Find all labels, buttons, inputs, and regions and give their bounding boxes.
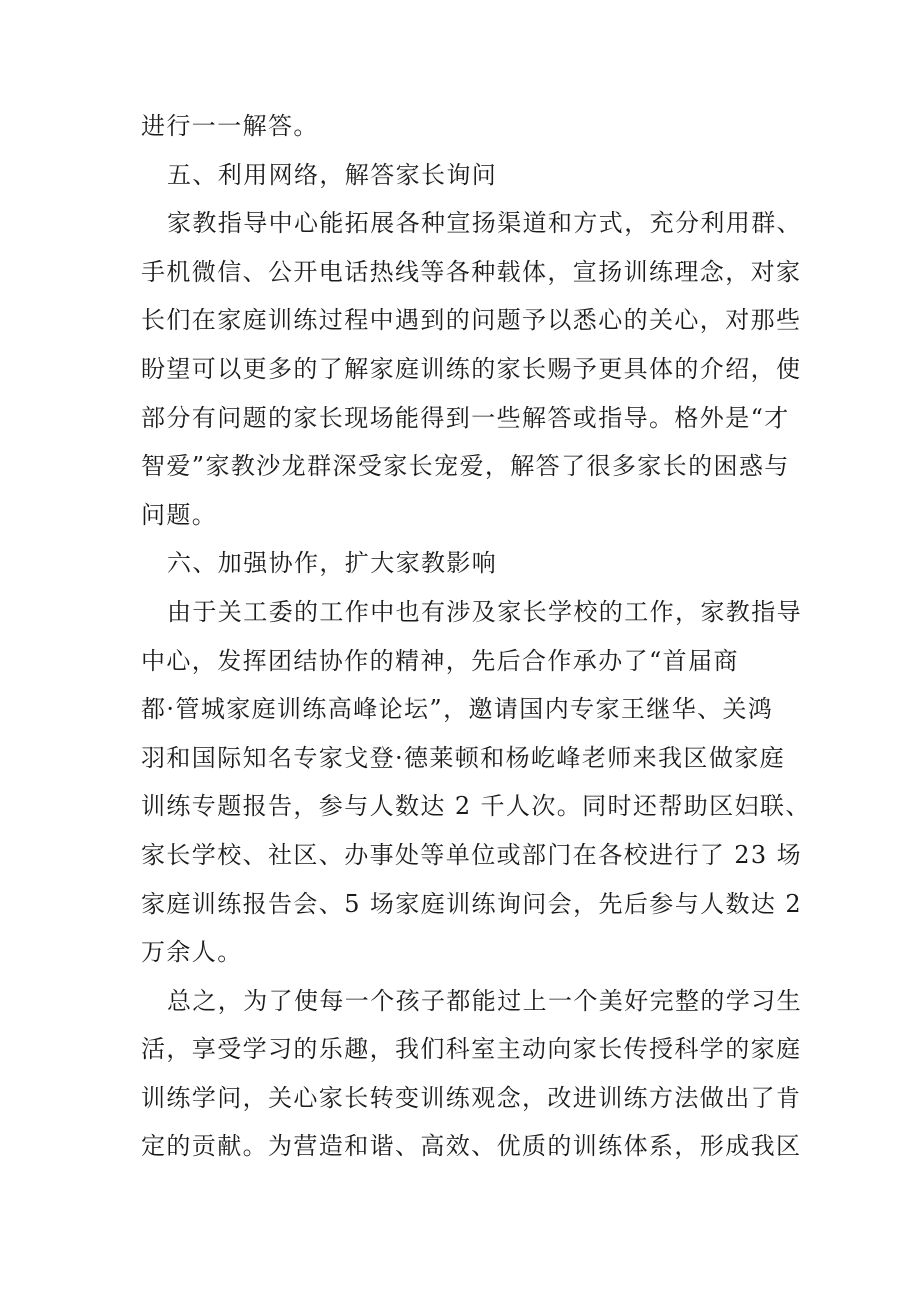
text-line-5: 长们在家庭训练过程中遇到的问题予以悉心的关心，对那些	[141, 306, 802, 335]
text-line-16: 家长学校、社区、办事处等单位或部门在各校进行了 23 场	[141, 840, 802, 869]
text-line-18: 万余人。	[141, 938, 243, 967]
text-line-15: 训练专题报告，参与人数达 2 千人次。同时还帮助区妇联、	[141, 792, 811, 821]
text-line-3: 家教指导中心能拓展各种宣扬渠道和方式，充分利用群、	[167, 209, 802, 238]
text-line-6: 盼望可以更多的了解家庭训练的家长赐予更具体的介绍，使	[141, 354, 802, 383]
text-line-8: 智爱”家教沙龙群深受家长宠爱，解答了很多家长的困惑与	[141, 452, 790, 481]
text-line-11: 由于关工委的工作中也有涉及家长学校的工作，家教指导	[167, 597, 802, 626]
text-line-21: 训练学问，关心家长转变训练观念，改进训练方法做出了肯	[141, 1083, 802, 1112]
text-line-9: 问题。	[141, 500, 218, 529]
text-line-13: 都·管城家庭训练高峰论坛”，邀请国内专家王继华、关鸿	[141, 695, 774, 724]
section-heading-6: 六、加强协作，扩大家教影响	[167, 549, 498, 578]
text-line-14: 羽和国际知名专家戈登·德莱顿和杨屹峰老师来我区做家庭	[141, 743, 786, 772]
text-line-19: 总之，为了使每一个孩子都能过上一个美好完整的学习生	[167, 986, 802, 1015]
text-line-1: 进行一一解答。	[141, 112, 319, 140]
section-heading-5: 五、利用网络，解答家长询问	[167, 160, 498, 189]
text-line-22: 定的贡献。为营造和谐、高效、优质的训练体系，形成我区	[141, 1132, 802, 1161]
document-body	[141, 102, 811, 1171]
text-line-20: 活，享受学习的乐趣，我们科室主动向家长传授科学的家庭	[141, 1035, 802, 1064]
text-line-17: 家庭训练报告会、5 场家庭训练询问会，先后参与人数达 2	[141, 889, 802, 918]
text-line-12: 中心，发挥团结协作的精神，先后合作承办了“首届商	[141, 646, 739, 675]
text-line-4: 手机微信、公开电话热线等各种载体，宣扬训练理念，对家	[141, 257, 802, 286]
text-line-7: 部分有问题的家长现场能得到一些解答或指导。格外是“才	[141, 403, 790, 432]
